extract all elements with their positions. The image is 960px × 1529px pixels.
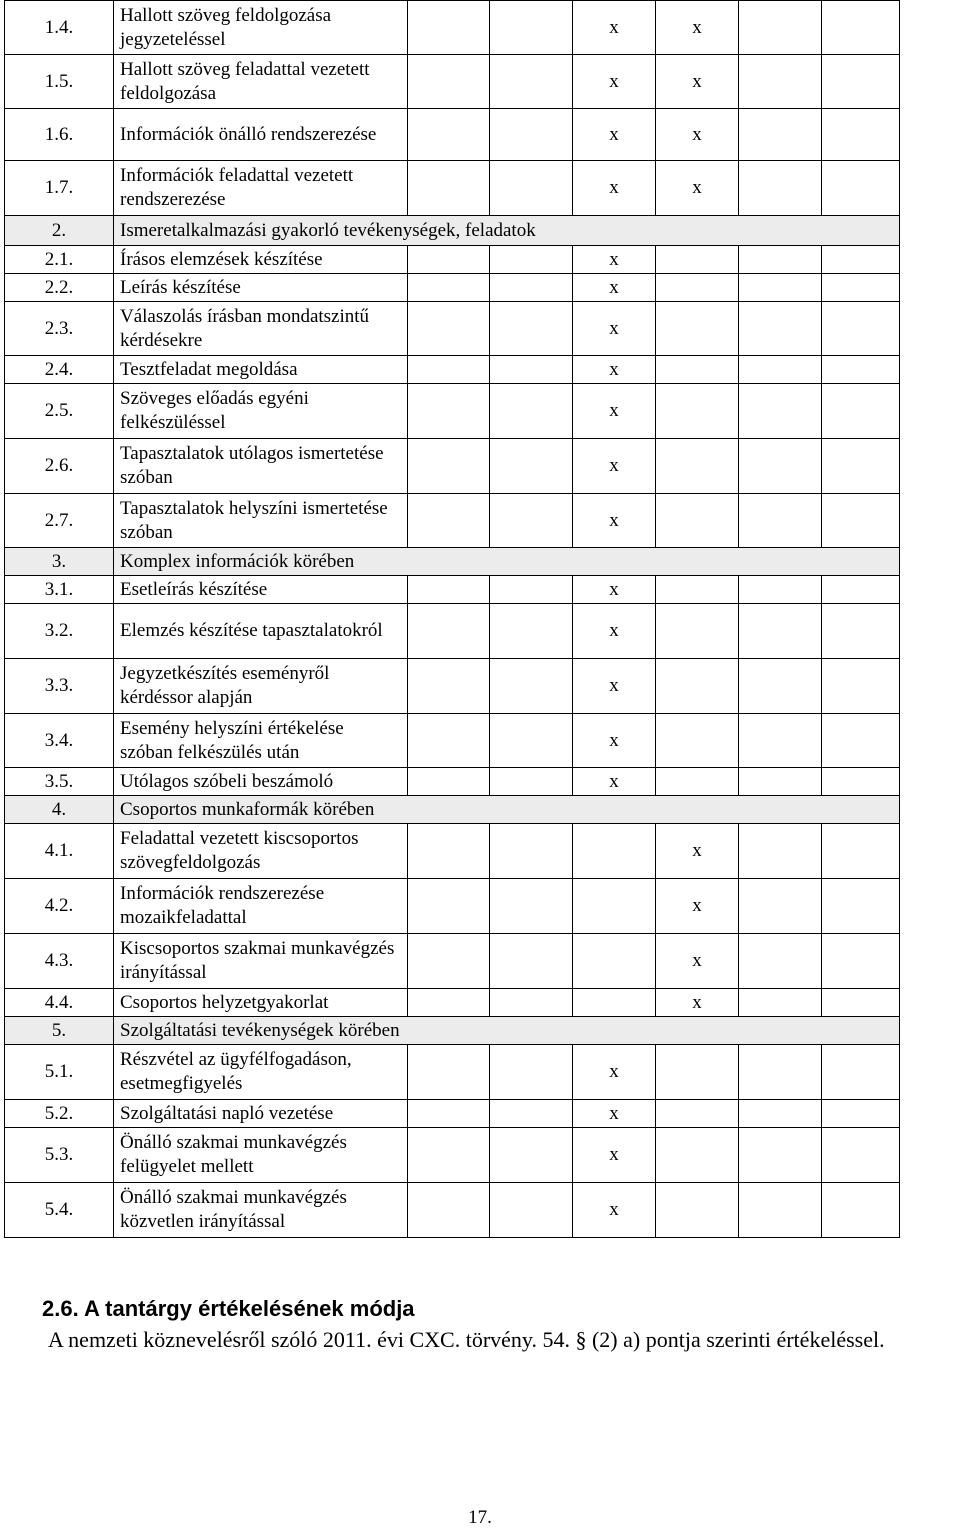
table-row: [5, 824, 900, 879]
table-row: [5, 768, 900, 796]
activity-name: Szolgáltatási napló vezetése: [114, 1100, 408, 1128]
mark-cell: [490, 1045, 573, 1100]
mark-cell: [822, 302, 900, 356]
activity-name: Tapasztalatok helyszíni ismertetése szóban: [114, 494, 408, 548]
mark-cell: [408, 1, 490, 55]
table-section-row: [5, 548, 900, 576]
mark-cell: [490, 274, 573, 302]
mark-cell: [490, 768, 573, 796]
row-number: 4.: [5, 796, 114, 824]
mark-cell: [656, 576, 739, 604]
mark-cell: [490, 494, 573, 548]
activity-name: Tapasztalatok utólagos ismertetése szóban: [114, 439, 408, 494]
mark-cell: [739, 768, 822, 796]
mark-cell: [408, 1100, 490, 1128]
row-number: 1.6.: [5, 109, 114, 161]
mark-cell: [408, 274, 490, 302]
mark-cell: [822, 384, 900, 439]
mark-cell: [822, 494, 900, 548]
mark-cell: [490, 55, 573, 109]
mark-cell: [573, 879, 656, 934]
mark-cell: [739, 1, 822, 55]
mark-cell: [656, 768, 739, 796]
row-number: 2.7.: [5, 494, 114, 548]
mark-cell: [573, 824, 656, 879]
mark-cell: [408, 768, 490, 796]
row-number: 4.4.: [5, 989, 114, 1017]
page-number: 17.: [468, 1507, 492, 1528]
mark-cell: [822, 934, 900, 989]
mark-cell: [656, 1183, 739, 1238]
row-number: 3.2.: [5, 604, 114, 659]
mark-cell: [822, 989, 900, 1017]
mark-cell: x: [573, 246, 656, 274]
mark-cell: [739, 274, 822, 302]
mark-cell: x: [573, 274, 656, 302]
mark-cell: [490, 356, 573, 384]
mark-cell: [656, 302, 739, 356]
mark-cell: x: [656, 109, 739, 161]
mark-cell: [490, 989, 573, 1017]
mark-cell: [408, 576, 490, 604]
mark-cell: [656, 384, 739, 439]
table-row: [5, 1128, 900, 1183]
activity-name: Tesztfeladat megoldása: [114, 356, 408, 384]
mark-cell: [739, 494, 822, 548]
table-section-row: [5, 216, 900, 246]
section-title: Szolgáltatási tevékenységek körében: [114, 1017, 900, 1045]
mark-cell: [656, 1128, 739, 1183]
table-row: [5, 989, 900, 1017]
activity-name: Információk feladattal vezetett rendszerezése: [114, 161, 408, 216]
row-number: 3.: [5, 548, 114, 576]
row-number: 2.2.: [5, 274, 114, 302]
mark-cell: x: [656, 1, 739, 55]
activity-name: Csoportos helyzetgyakorlat: [114, 989, 408, 1017]
table-row: [5, 576, 900, 604]
table-row: [5, 1183, 900, 1238]
activity-name: Információk rendszerezése mozaikfeladattal: [114, 879, 408, 934]
mark-cell: [822, 714, 900, 768]
table-row: [5, 1100, 900, 1128]
row-number: 3.4.: [5, 714, 114, 768]
table-row: [5, 439, 900, 494]
mark-cell: [739, 109, 822, 161]
row-number: 4.2.: [5, 879, 114, 934]
activity-name: Önálló szakmai munkavégzés felügyelet mellett: [114, 1128, 408, 1183]
mark-cell: x: [573, 356, 656, 384]
section-title: Csoportos munkaformák körében: [114, 796, 900, 824]
mark-cell: x: [573, 384, 656, 439]
mark-cell: [656, 246, 739, 274]
mark-cell: [490, 659, 573, 714]
mark-cell: [408, 302, 490, 356]
mark-cell: [490, 714, 573, 768]
mark-cell: [656, 356, 739, 384]
mark-cell: [490, 302, 573, 356]
table-row: [5, 1, 900, 55]
table-row: [5, 879, 900, 934]
mark-cell: [822, 109, 900, 161]
mark-cell: [490, 1183, 573, 1238]
mark-cell: [822, 1128, 900, 1183]
mark-cell: [408, 356, 490, 384]
mark-cell: [490, 879, 573, 934]
mark-cell: [408, 1128, 490, 1183]
activity-name: Kiscsoportos szakmai munkavégzés irányítással: [114, 934, 408, 989]
mark-cell: [656, 604, 739, 659]
mark-cell: [822, 659, 900, 714]
mark-cell: [408, 824, 490, 879]
mark-cell: x: [573, 659, 656, 714]
mark-cell: [408, 494, 490, 548]
mark-cell: [739, 356, 822, 384]
activity-name: Esemény helyszíni értékelése szóban felkészülés után: [114, 714, 408, 768]
table-row: [5, 494, 900, 548]
mark-cell: [490, 384, 573, 439]
table-row: [5, 1045, 900, 1100]
activity-name: Elemzés készítése tapasztalatokról: [114, 604, 408, 659]
row-number: 4.1.: [5, 824, 114, 879]
activity-name: Írásos elemzések készítése: [114, 246, 408, 274]
mark-cell: [739, 1100, 822, 1128]
mark-cell: [739, 604, 822, 659]
mark-cell: [739, 302, 822, 356]
mark-cell: x: [573, 494, 656, 548]
mark-cell: [739, 879, 822, 934]
mark-cell: [739, 1045, 822, 1100]
mark-cell: [408, 604, 490, 659]
mark-cell: [490, 1, 573, 55]
mark-cell: x: [656, 161, 739, 216]
row-number: 5.3.: [5, 1128, 114, 1183]
section-title: Ismeretalkalmazási gyakorló tevékenységek, feladatok: [114, 216, 900, 246]
mark-cell: [822, 1045, 900, 1100]
mark-cell: [408, 439, 490, 494]
mark-cell: [490, 824, 573, 879]
mark-cell: [739, 934, 822, 989]
mark-cell: [822, 274, 900, 302]
mark-cell: x: [656, 824, 739, 879]
mark-cell: x: [656, 55, 739, 109]
mark-cell: x: [573, 1128, 656, 1183]
row-number: 2.1.: [5, 246, 114, 274]
mark-cell: [739, 384, 822, 439]
mark-cell: [408, 659, 490, 714]
table-section-row: [5, 796, 900, 824]
row-number: 5.4.: [5, 1183, 114, 1238]
row-number: 3.3.: [5, 659, 114, 714]
row-number: 1.7.: [5, 161, 114, 216]
mark-cell: [822, 1100, 900, 1128]
mark-cell: [822, 768, 900, 796]
mark-cell: [822, 576, 900, 604]
mark-cell: [822, 161, 900, 216]
mark-cell: [822, 824, 900, 879]
table-row: [5, 274, 900, 302]
mark-cell: x: [573, 1100, 656, 1128]
mark-cell: x: [573, 302, 656, 356]
activity-name: Részvétel az ügyfélfogadáson, esetmegfigyelés: [114, 1045, 408, 1100]
row-number: 2.4.: [5, 356, 114, 384]
mark-cell: [573, 934, 656, 989]
mark-cell: [408, 989, 490, 1017]
mark-cell: [656, 494, 739, 548]
mark-cell: x: [573, 55, 656, 109]
mark-cell: [739, 989, 822, 1017]
mark-cell: [656, 714, 739, 768]
mark-cell: [408, 879, 490, 934]
mark-cell: x: [573, 604, 656, 659]
mark-cell: [739, 439, 822, 494]
mark-cell: [490, 246, 573, 274]
row-number: 1.5.: [5, 55, 114, 109]
activity-name: Szöveges előadás egyéni felkészüléssel: [114, 384, 408, 439]
mark-cell: [656, 659, 739, 714]
mark-cell: [656, 1045, 739, 1100]
mark-cell: x: [573, 768, 656, 796]
mark-cell: [822, 879, 900, 934]
row-number: 3.5.: [5, 768, 114, 796]
mark-cell: [656, 439, 739, 494]
row-number: 5.: [5, 1017, 114, 1045]
table-row: [5, 109, 900, 161]
mark-cell: [822, 246, 900, 274]
activity-name: Esetleírás készítése: [114, 576, 408, 604]
mark-cell: [739, 161, 822, 216]
activity-name: Utólagos szóbeli beszámoló: [114, 768, 408, 796]
mark-cell: [822, 439, 900, 494]
mark-cell: x: [656, 879, 739, 934]
mark-cell: [822, 55, 900, 109]
row-number: 1.4.: [5, 1, 114, 55]
row-number: 2.: [5, 216, 114, 246]
mark-cell: [490, 161, 573, 216]
mark-cell: [408, 55, 490, 109]
mark-cell: [408, 384, 490, 439]
mark-cell: x: [573, 109, 656, 161]
mark-cell: [490, 439, 573, 494]
row-number: 4.3.: [5, 934, 114, 989]
mark-cell: [739, 576, 822, 604]
row-number: 5.1.: [5, 1045, 114, 1100]
mark-cell: [656, 1100, 739, 1128]
row-number: 3.1.: [5, 576, 114, 604]
mark-cell: [739, 714, 822, 768]
table-section-row: [5, 1017, 900, 1045]
mark-cell: [573, 989, 656, 1017]
activity-name: Információk önálló rendszerezése: [114, 109, 408, 161]
activity-name: Hallott szöveg feldolgozása jegyzeteléssel: [114, 1, 408, 55]
mark-cell: [490, 604, 573, 659]
mark-cell: [739, 55, 822, 109]
activity-name: Jegyzetkészítés eseményről kérdéssor alapján: [114, 659, 408, 714]
mark-cell: [739, 659, 822, 714]
mark-cell: [408, 109, 490, 161]
table-row: [5, 161, 900, 216]
row-number: 2.3.: [5, 302, 114, 356]
mark-cell: [739, 1128, 822, 1183]
table-row: [5, 714, 900, 768]
mark-cell: [408, 934, 490, 989]
mark-cell: [408, 161, 490, 216]
mark-cell: [490, 1128, 573, 1183]
mark-cell: x: [656, 934, 739, 989]
activity-name: Leírás készítése: [114, 274, 408, 302]
mark-cell: x: [573, 1045, 656, 1100]
activity-name: Önálló szakmai munkavégzés közvetlen irányítással: [114, 1183, 408, 1238]
activity-name: Feladattal vezetett kiscsoportos szövegfeldolgozás: [114, 824, 408, 879]
table-row: [5, 659, 900, 714]
table-row: [5, 55, 900, 109]
mark-cell: [408, 1045, 490, 1100]
mark-cell: [822, 1183, 900, 1238]
mark-cell: [739, 824, 822, 879]
evaluation-paragraph: A nemzeti köznevelésről szóló 2011. évi CXC. törvény. 54. § (2) a) pontja szerinti értékeléssel.: [48, 1327, 885, 1352]
mark-cell: [490, 576, 573, 604]
row-number: 2.5.: [5, 384, 114, 439]
section-title: Komplex információk körében: [114, 548, 900, 576]
table-row: [5, 604, 900, 659]
mark-cell: x: [573, 714, 656, 768]
mark-cell: x: [573, 439, 656, 494]
table-row: [5, 934, 900, 989]
activity-name: Válaszolás írásban mondatszintű kérdésekre: [114, 302, 408, 356]
mark-cell: [822, 1, 900, 55]
table-row: [5, 246, 900, 274]
mark-cell: [408, 714, 490, 768]
mark-cell: [739, 1183, 822, 1238]
mark-cell: [490, 934, 573, 989]
mark-cell: [490, 109, 573, 161]
table-row: [5, 356, 900, 384]
mark-cell: [656, 274, 739, 302]
activity-name: Hallott szöveg feladattal vezetett feldolgozása: [114, 55, 408, 109]
mark-cell: x: [573, 1, 656, 55]
mark-cell: [408, 246, 490, 274]
row-number: 2.6.: [5, 439, 114, 494]
mark-cell: [822, 604, 900, 659]
mark-cell: [739, 246, 822, 274]
mark-cell: x: [573, 161, 656, 216]
mark-cell: x: [573, 1183, 656, 1238]
row-number: 5.2.: [5, 1100, 114, 1128]
mark-cell: x: [573, 576, 656, 604]
mark-cell: [490, 1100, 573, 1128]
activity-table: [4, 0, 900, 1238]
mark-cell: [408, 1183, 490, 1238]
table-row: [5, 384, 900, 439]
mark-cell: [822, 356, 900, 384]
mark-cell: x: [656, 989, 739, 1017]
section-heading: 2.6. A tantárgy értékelésének módja: [42, 1296, 415, 1321]
table-row: [5, 302, 900, 356]
